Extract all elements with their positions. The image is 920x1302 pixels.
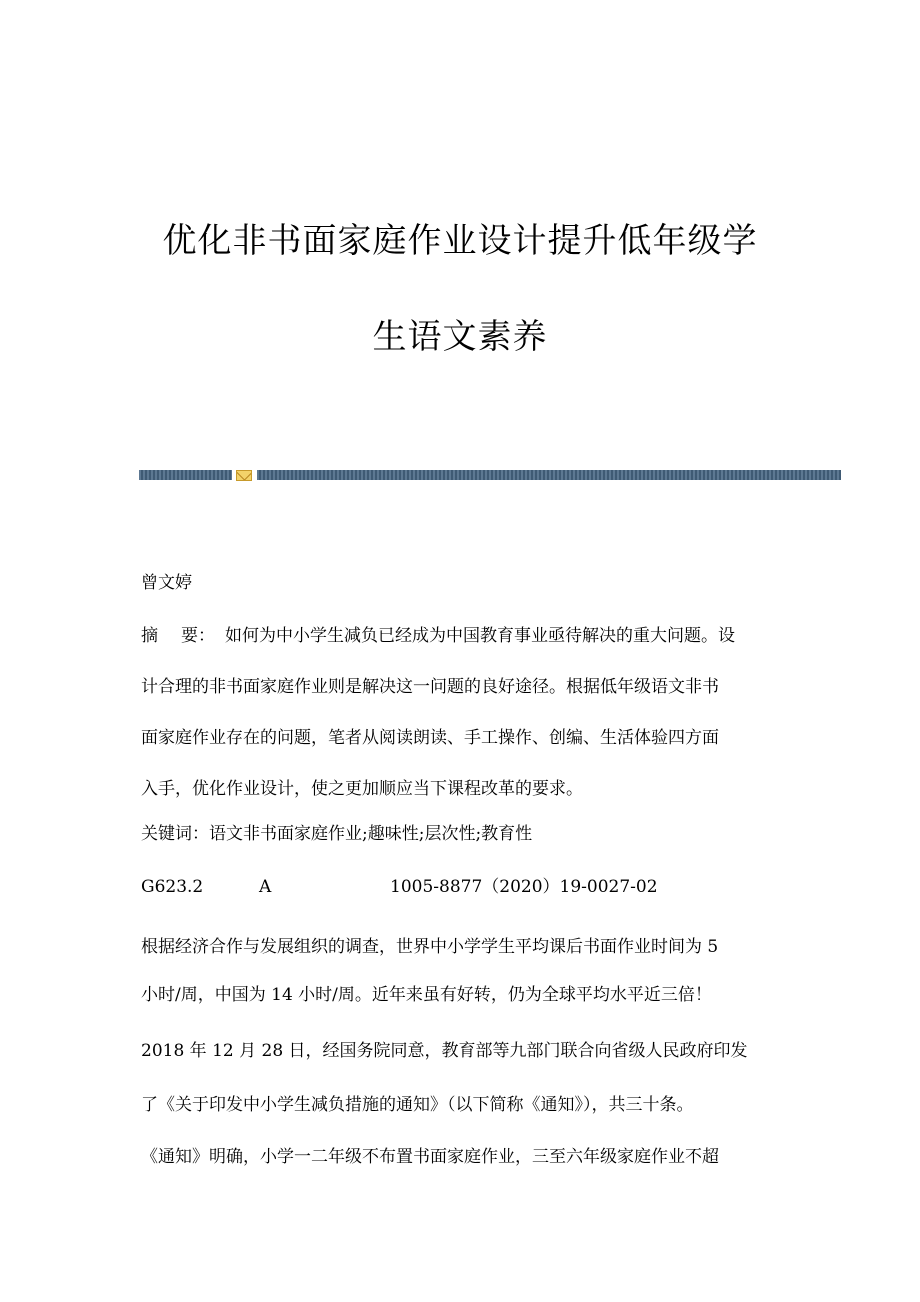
envelope-icon (236, 470, 252, 481)
abstract-line-2: 计合理的非书面家庭作业则是解决这一问题的良好途径。根据低年级语文非书 (141, 677, 719, 697)
title-divider-left (139, 470, 232, 480)
article-id: 1005-8877（2020）19-0027-02 (390, 877, 658, 897)
body-line-3: 2018 年 12 月 28 日，经国务院同意，教育部等九部门联合向省级人民政府印发 (141, 1041, 748, 1061)
body-line-1: 根据经济合作与发展组织的调查，世界中小学学生平均课后书面作业时间为 5 (141, 937, 719, 957)
abstract-label (141, 611, 225, 662)
author-name: 曾文婷 (141, 573, 192, 593)
abstract-text-line-1: 如何为中小学生减负已经成为中国教育事业亟待解决的重大问题。设 (225, 626, 735, 646)
body-line-2: 小时/周，中国为 14 小时/周。近年来虽有好转，仍为全球平均水平近三倍！ (141, 985, 712, 1005)
body-line-4: 了《关于印发中小学生减负措施的通知》（以下简称《通知》），共三十条。 (141, 1095, 694, 1115)
abstract-line-1 (141, 611, 781, 662)
paper-title-line-1: 优化非书面家庭作业设计提升低年级学 (162, 221, 758, 261)
abstract-line-3: 面家庭作业存在的问题，笔者从阅读朗读、手工操作、创编、生活体验四方面 (141, 728, 719, 748)
body-line-5: 《通知》明确，小学一二年级不布置书面家庭作业，三至六年级家庭作业不超 (141, 1147, 719, 1167)
paper-title-line-2: 生语文素养 (372, 317, 548, 357)
abstract-label-char-1: 摘 (141, 626, 158, 646)
clc-number: G623.2 (141, 877, 204, 897)
title-divider-right (257, 470, 841, 480)
abstract-line-4: 入手，优化作业设计，使之更加顺应当下课程改革的要求。 (141, 779, 583, 799)
document-code: A (259, 877, 272, 897)
keywords: 关键词：语文非书面家庭作业;趣味性;层次性;教育性 (141, 824, 533, 844)
abstract-label-char-2: 要： (181, 626, 215, 646)
